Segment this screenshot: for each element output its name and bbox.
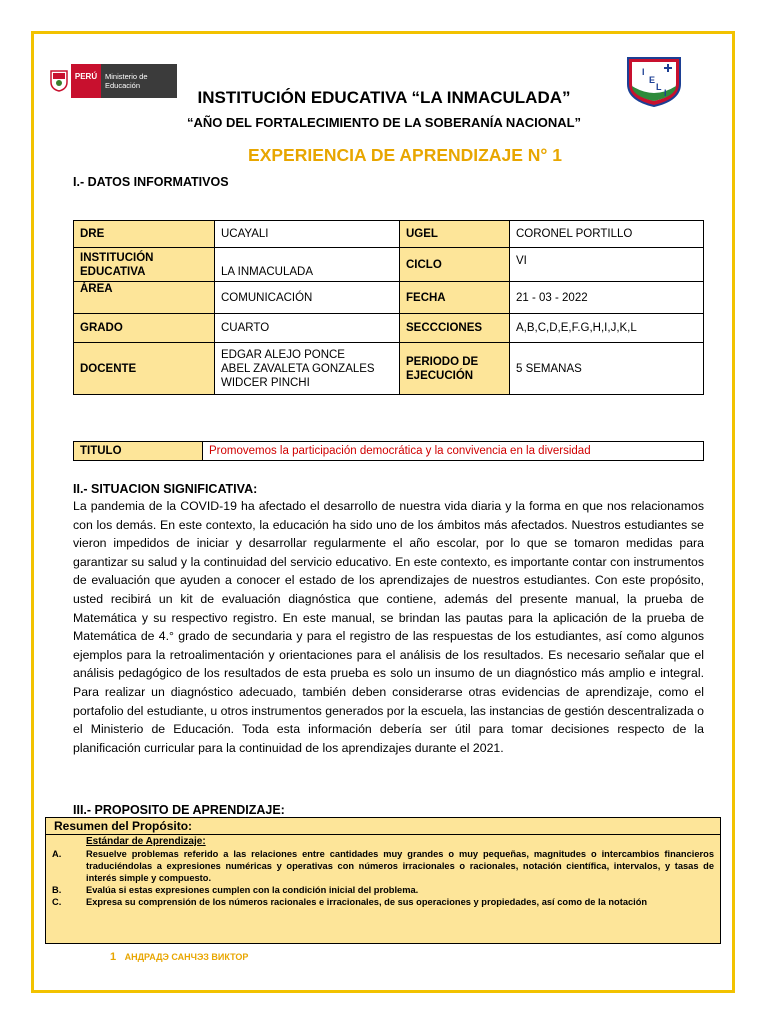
footer-text: АНДРАДЭ САНЧЭЗ ВИКТОР — [124, 952, 249, 962]
cell-grado-value: CUARTO — [215, 314, 400, 343]
list-item — [46, 884, 720, 896]
item-text: Resuelve problemas referido a las relaciones entre cantidades muy grandes o muy pequeñas, magnitudes o intercambios financieros traduciéndolas a expresiones numéricas y operativas con números irracionales o racionales, notación científica, intervalos, y tasas de interés simple y compuesto. — [86, 849, 714, 883]
resumen-heading: Resumen del Propósito: — [46, 818, 720, 835]
docente-name: EDGAR ALEJO PONCE — [221, 348, 345, 361]
cell-grado-label: GRADO — [74, 314, 215, 343]
cell-secciones-value: A,B,C,D,E,F.G,H,I,J,K,L — [510, 314, 704, 343]
cell-docente-label: DOCENTE — [74, 343, 215, 395]
page-footer — [110, 951, 248, 963]
logo-peru-text: PERÚ — [71, 64, 101, 98]
cell-ie-value: LA INMACULADA — [215, 248, 400, 282]
cell-ugel-value: CORONEL PORTILLO — [510, 221, 704, 248]
item-letter: C. — [52, 897, 62, 907]
emblem-letter-2: E — [649, 75, 656, 85]
emblem-letter-4: I — [664, 88, 667, 98]
cell-ciclo-label: CICLO — [400, 248, 510, 282]
info-table — [73, 220, 704, 395]
cell-periodo-label: PERIODO DE EJECUCIÓN — [400, 343, 510, 395]
cell-ciclo-value: VI — [510, 248, 704, 282]
page-number: 1 — [110, 951, 117, 963]
titulo-value: Promovemos la participación democrática y la convivencia en la diversidad — [203, 442, 704, 461]
cell-dre-label: DRE — [74, 221, 215, 248]
cell-area-label: ÁREA — [74, 282, 215, 314]
experience-title: EXPERIENCIA DE APRENDIZAJE N° 1 — [248, 145, 562, 165]
section-situacion: II.- SITUACION SIGNIFICATIVA: — [73, 482, 258, 496]
cell-ugel-label: UGEL — [400, 221, 510, 248]
cell-secciones-label: SECCCIONES — [400, 314, 510, 343]
emblem-letter-1: I — [642, 67, 645, 77]
titulo-table — [73, 441, 704, 461]
institution-title: INSTITUCIÓN EDUCATIVA “LA INMACULADA” — [197, 88, 571, 107]
estandar-heading: Estándar de Aprendizaje: — [86, 836, 206, 847]
docente-name: WIDCER PINCHI — [221, 376, 310, 389]
item-letter: B. — [52, 885, 62, 895]
cell-fecha-value: 21 - 03 - 2022 — [510, 282, 704, 314]
section-datos-informativos: I.- DATOS INFORMATIVOS — [73, 175, 229, 189]
item-text: Expresa su comprensión de los números racionales e irracionales, de sus operaciones y propiedades, así como de la notación — [86, 897, 648, 907]
situacion-paragraph: La pandemia de la COVID-19 ha afectado el desarrollo de nuestra vida diaria y la forma en que nos relacionamos con los demás. En este contexto, la educación ha sido uno de los ámbitos más afectados. Nuestros estudiantes se vieron impedidos de iniciar y desarrollar regularmente el año escolar, por lo que se tomaron medidas para garantizar su salud y la continuidad del servicio educativo. En este contexto, es importante contar con instrumentos de evaluación que ayuden a conocer el estado de los aprendizajes de nuestros estudiantes. Con este propósito, usted recibirá un kit de evaluación diagnóstica que contiene, además del presente manual, la prueba de Matemática y su respectivo registro. En este manual, se brindan las pautas para la aplicación de la prueba de Matemática de 4.° grado de secundaria y para el registro de las respuestas de los estudiantes, así como algunos ejemplos para la retroalimentación y orientaciones para el análisis de los resultados. Es necesario señalar que el análisis pedagógico de los resultados de esta prueba es solo un insumo de un diagnóstico más amplio e integral. Para realizar un diagnóstico adecuado, también deben considerarse otras evidencias de aprendizaje, como el portafolio del estudiante, u otros instrumentos generados por la escuela, las instancias de gestión descentralizada o el Ministerio de Educación. Toda esta información debería ser útil para tomar decisiones respecto de la planificación curricular para la continuidad de los aprendizajes durante el 2021. — [73, 499, 704, 755]
proposito-box — [45, 817, 721, 944]
cell-periodo-value: 5 SEMANAS — [510, 343, 704, 395]
emblem-letter-3: L — [656, 82, 662, 92]
cell-ie-label: INSTITUCIÓN EDUCATIVA — [74, 248, 215, 282]
cell-dre-value: UCAYALI — [215, 221, 400, 248]
item-text: Evalúa si estas expresiones cumplen con la condición inicial del problema. — [86, 885, 419, 895]
list-item — [46, 896, 720, 908]
item-letter: A. — [52, 849, 62, 859]
year-motto: “AÑO DEL FORTALECIMIENTO DE LA SOBERANÍA NACIONAL” — [186, 115, 582, 130]
list-item — [46, 848, 720, 884]
cell-fecha-label: FECHA — [400, 282, 510, 314]
cell-area-value: COMUNICACIÓN — [215, 282, 400, 314]
logo-ministry-text: Ministerio de Educación — [101, 64, 177, 98]
section-proposito: III.- PROPOSITO DE APRENDIZAJE: — [73, 803, 285, 817]
titulo-label: TITULO — [74, 442, 203, 461]
cell-docente-value — [215, 343, 400, 395]
docente-name: ABEL ZAVALETA GONZALES — [221, 362, 375, 375]
